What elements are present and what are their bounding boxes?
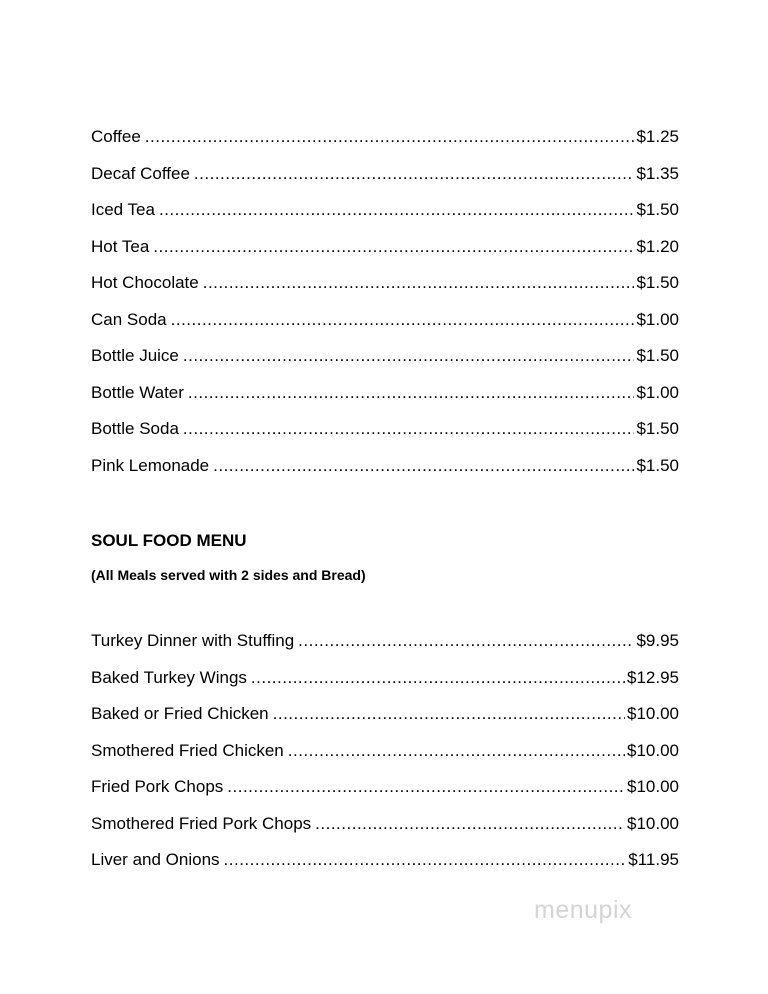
dot-leader bbox=[251, 668, 625, 688]
dot-leader bbox=[171, 310, 635, 330]
item-price: $11.95 bbox=[628, 850, 679, 869]
item-name: Bottle Soda bbox=[91, 419, 179, 438]
dot-leader bbox=[194, 164, 635, 184]
dot-leader bbox=[153, 237, 634, 257]
item-name: Decaf Coffee bbox=[91, 163, 190, 183]
dot-leader bbox=[315, 814, 625, 834]
item-price: $10.00 bbox=[627, 704, 679, 723]
menu-row bbox=[91, 127, 679, 164]
item-name: Bottle Water bbox=[91, 382, 184, 402]
item-name: Iced Tea bbox=[91, 200, 155, 219]
dot-leader bbox=[159, 200, 634, 220]
menu-row bbox=[91, 273, 679, 310]
dot-leader bbox=[298, 631, 634, 651]
soul-food-list bbox=[91, 631, 679, 887]
item-name: Coffee bbox=[91, 127, 141, 146]
item-name: Baked or Fried Chicken bbox=[91, 704, 269, 723]
item-price: $9.95 bbox=[636, 631, 679, 650]
item-name: Bottle Juice bbox=[91, 346, 179, 365]
dot-leader bbox=[203, 273, 635, 293]
item-name: Can Soda bbox=[91, 309, 167, 329]
item-name: Liver and Onions bbox=[91, 850, 220, 869]
dot-leader bbox=[227, 777, 625, 797]
item-price: $1.00 bbox=[636, 309, 679, 329]
menu-row bbox=[91, 777, 679, 814]
item-price: $1.25 bbox=[636, 127, 679, 146]
item-name: Smothered Fried Chicken bbox=[91, 740, 284, 760]
item-name: Turkey Dinner with Stuffing bbox=[91, 631, 295, 650]
item-price: $1.50 bbox=[636, 273, 679, 292]
item-price: $1.50 bbox=[636, 419, 679, 438]
item-price: $1.50 bbox=[636, 346, 679, 365]
menu-row bbox=[91, 704, 679, 741]
item-price: $10.00 bbox=[627, 740, 679, 760]
item-price: $1.00 bbox=[636, 382, 679, 402]
item-price: $1.50 bbox=[636, 200, 679, 219]
item-price: $1.50 bbox=[636, 455, 679, 475]
item-name: Fried Pork Chops bbox=[91, 777, 224, 796]
menu-row bbox=[91, 310, 679, 347]
item-price: $1.20 bbox=[636, 236, 679, 256]
drinks-list bbox=[91, 127, 679, 492]
dot-leader bbox=[188, 383, 635, 403]
dot-leader bbox=[224, 850, 627, 870]
menu-row bbox=[91, 200, 679, 237]
dot-leader bbox=[213, 456, 634, 476]
section-title: SOUL FOOD MENU bbox=[91, 531, 247, 550]
item-name: Hot Tea bbox=[91, 236, 150, 256]
dot-leader bbox=[145, 127, 635, 147]
item-name: Pink Lemonade bbox=[91, 455, 210, 475]
menu-row bbox=[91, 164, 679, 201]
dot-leader bbox=[273, 704, 625, 724]
menu-row bbox=[91, 814, 679, 851]
dot-leader bbox=[183, 419, 635, 439]
section-note: (All Meals served with 2 sides and Bread) bbox=[91, 567, 366, 583]
menu-row bbox=[91, 383, 679, 420]
item-name: Hot Chocolate bbox=[91, 273, 199, 292]
dot-leader bbox=[183, 346, 635, 366]
menu-row bbox=[91, 237, 679, 274]
item-name: Baked Turkey Wings bbox=[91, 667, 247, 687]
menu-row bbox=[91, 668, 679, 705]
item-price: $10.00 bbox=[627, 813, 679, 833]
item-price: $12.95 bbox=[627, 667, 679, 687]
dot-leader bbox=[288, 741, 625, 761]
item-price: $10.00 bbox=[627, 777, 679, 796]
menu-row bbox=[91, 741, 679, 778]
item-name: Smothered Fried Pork Chops bbox=[91, 813, 312, 833]
item-price: $1.35 bbox=[636, 163, 679, 183]
menu-row bbox=[91, 346, 679, 383]
menu-row bbox=[91, 631, 679, 668]
menu-row bbox=[91, 456, 679, 493]
menu-row bbox=[91, 850, 679, 887]
menu-row bbox=[91, 419, 679, 456]
menupix-watermark: menupix bbox=[534, 896, 632, 924]
